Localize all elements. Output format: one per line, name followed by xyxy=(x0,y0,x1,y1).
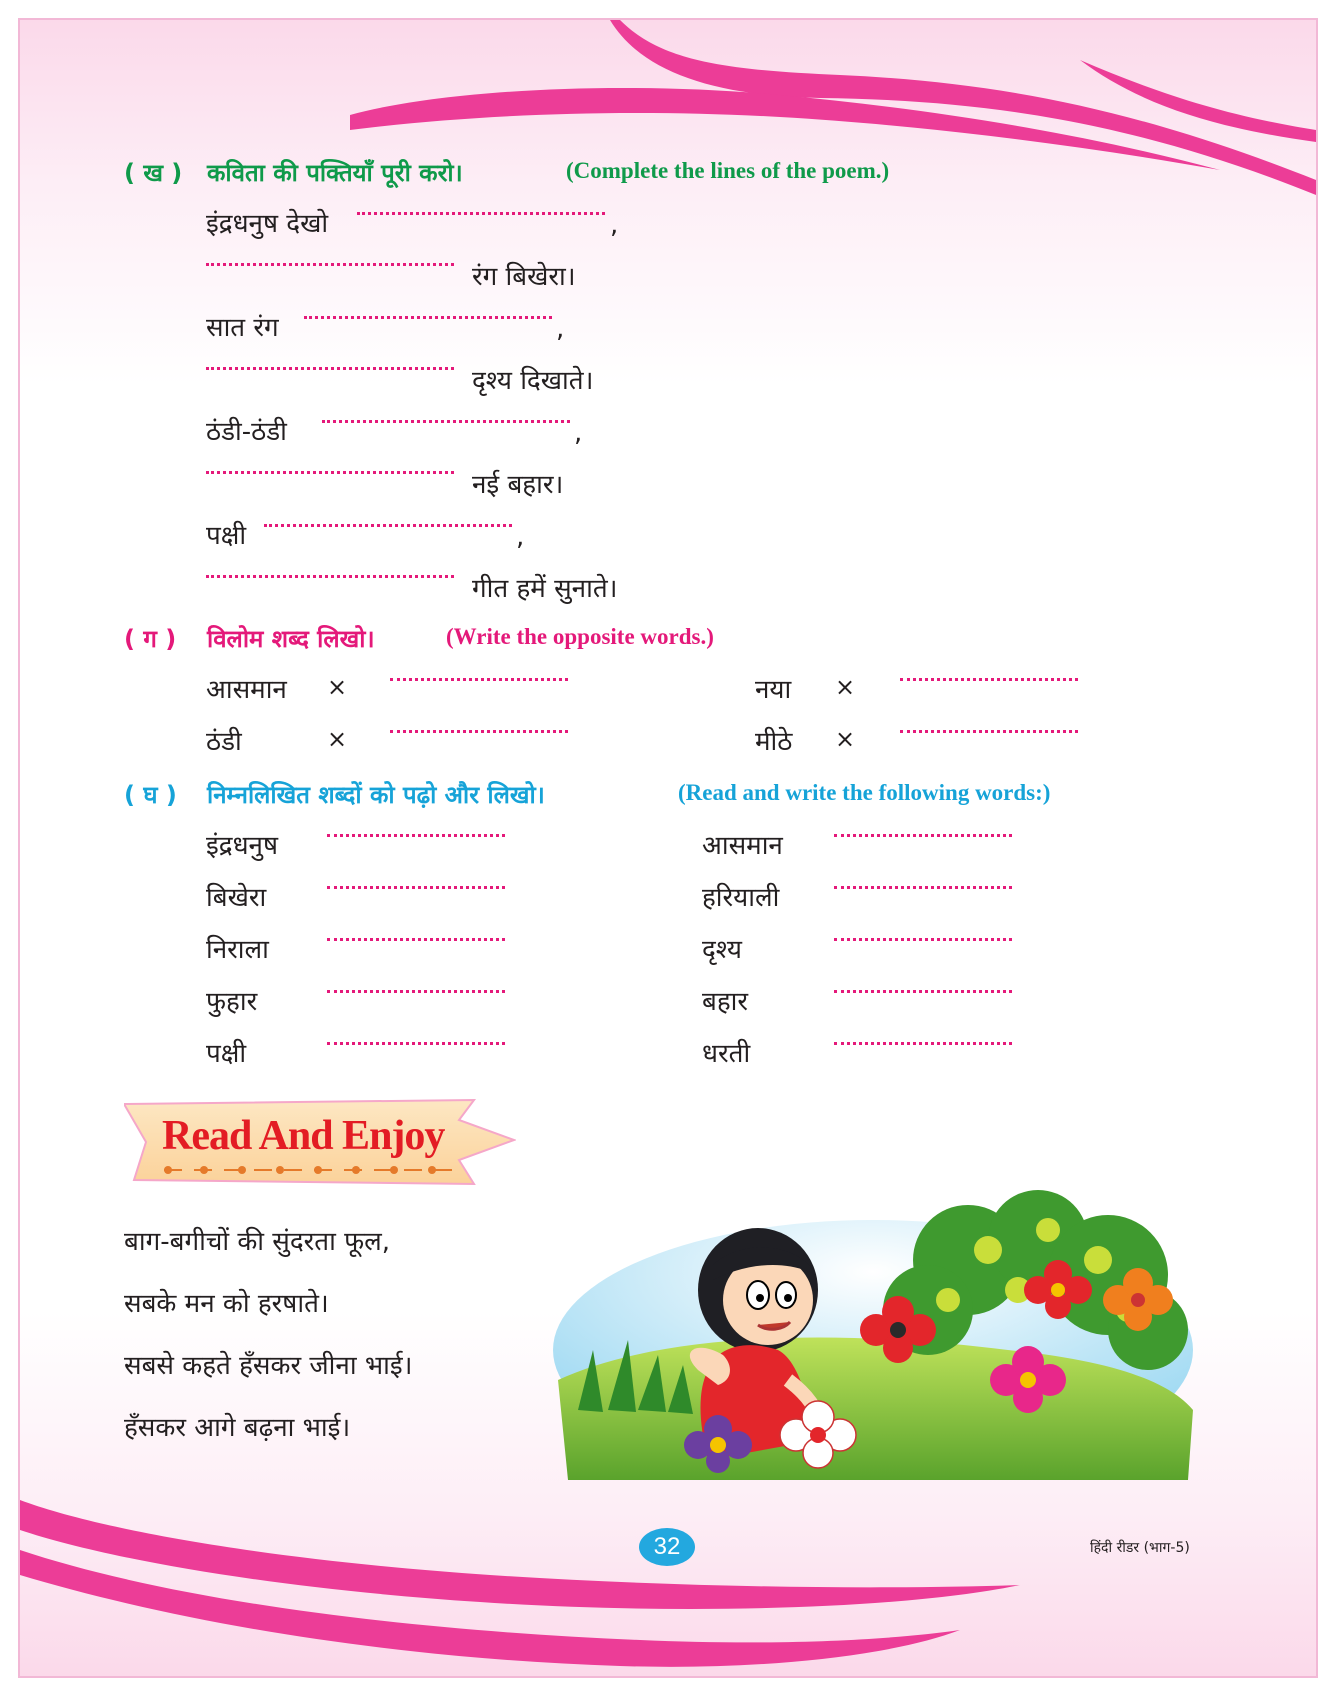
poem-line: बाग-बगीचों की सुंदरता फूल, xyxy=(124,1227,391,1257)
fill-blank[interactable] xyxy=(327,1042,505,1045)
fill-blank[interactable] xyxy=(900,678,1078,681)
cross-sign: × xyxy=(327,725,348,753)
page-number: 32 xyxy=(639,1528,695,1566)
read-word-right: हरियाली xyxy=(702,883,780,913)
fill-blank[interactable] xyxy=(834,938,1012,941)
banner-title: Read And Enjoy xyxy=(162,1113,445,1159)
girl-garden-illustration xyxy=(548,1180,1198,1490)
section-gha-english: (Read and write the following words:) xyxy=(678,780,1051,805)
fill-blank[interactable] xyxy=(304,316,552,319)
read-word-left: बिखेरा xyxy=(206,883,267,913)
opposite-word-right: नया xyxy=(755,675,792,705)
poem-line-2-end: रंग बिखेरा। xyxy=(472,262,576,292)
poem-line: सबसे कहते हँसकर जीना भाई। xyxy=(124,1351,413,1381)
section-gha-heading: निम्नलिखित शब्दों को पढ़ो और लिखो। xyxy=(207,781,545,809)
section-kha-english: (Complete the lines of the poem.) xyxy=(566,158,890,183)
fill-blank[interactable] xyxy=(834,1042,1012,1045)
poem-line-5-start: ठंडी-ठंडी xyxy=(206,417,287,447)
fill-blank[interactable] xyxy=(327,834,505,837)
poem-line-6-end: नई बहार। xyxy=(472,470,564,500)
fill-blank[interactable] xyxy=(900,730,1078,733)
read-word-left: इंद्रधनुष xyxy=(206,831,279,861)
cross-sign: × xyxy=(327,673,348,701)
fill-blank[interactable] xyxy=(834,834,1012,837)
poem-line-5-end: , xyxy=(574,418,583,448)
top-swoosh-decoration xyxy=(20,20,1316,220)
fill-blank[interactable] xyxy=(206,471,454,474)
fill-blank[interactable] xyxy=(390,678,568,681)
section-ga-heading: विलोम शब्द लिखो। xyxy=(207,625,375,653)
poem-line-3-end: , xyxy=(556,314,565,344)
fill-blank[interactable] xyxy=(357,212,605,215)
opposite-word-right: मीठे xyxy=(755,727,793,757)
fill-blank[interactable] xyxy=(390,730,568,733)
cross-sign: × xyxy=(835,725,856,753)
opposite-word-left: आसमान xyxy=(206,675,287,705)
section-gha-marker: ( घ ) xyxy=(124,781,177,809)
fill-blank[interactable] xyxy=(327,886,505,889)
poem-line-3-start: सात रंग xyxy=(206,313,279,343)
book-title: हिंदी रीडर (भाग-5) xyxy=(1090,1540,1190,1556)
fill-blank[interactable] xyxy=(327,990,505,993)
fill-blank[interactable] xyxy=(322,420,570,423)
poem-line-7-start: पक्षी xyxy=(206,521,247,551)
fill-blank[interactable] xyxy=(206,263,454,266)
poem-line: सबके मन को हरषाते। xyxy=(124,1289,329,1319)
opposite-word-left: ठंडी xyxy=(206,727,242,757)
fill-blank[interactable] xyxy=(327,938,505,941)
poem-line-8-end: गीत हमें सुनाते। xyxy=(472,574,618,604)
read-word-left: पक्षी xyxy=(206,1039,247,1069)
fill-blank[interactable] xyxy=(264,524,512,527)
read-word-right: धरती xyxy=(702,1039,751,1069)
cross-sign: × xyxy=(835,673,856,701)
read-word-right: दृश्य xyxy=(702,935,742,965)
poem-line-1-start: इंद्रधनुष देखो xyxy=(206,209,329,239)
read-word-right: बहार xyxy=(702,987,749,1017)
poem-line-1-end: , xyxy=(610,210,619,240)
section-ga-english: (Write the opposite words.) xyxy=(446,624,714,649)
fill-blank[interactable] xyxy=(206,575,454,578)
read-word-right: आसमान xyxy=(702,831,783,861)
poem-line-7-end: , xyxy=(516,522,525,552)
read-word-left: फुहार xyxy=(206,987,258,1017)
fill-blank[interactable] xyxy=(834,886,1012,889)
fill-blank[interactable] xyxy=(206,367,454,370)
poem-line-4-end: दृश्य दिखाते। xyxy=(472,366,594,396)
section-kha-heading: कविता की पक्तियाँ पूरी करो। xyxy=(207,159,463,187)
section-kha-marker: ( ख ) xyxy=(124,159,183,187)
section-ga-marker: ( ग ) xyxy=(124,625,177,653)
bottom-swoosh-decoration xyxy=(20,1490,1316,1676)
poem-line: हँसकर आगे बढ़ना भाई। xyxy=(124,1413,351,1443)
read-word-left: निराला xyxy=(206,935,269,965)
fill-blank[interactable] xyxy=(834,990,1012,993)
